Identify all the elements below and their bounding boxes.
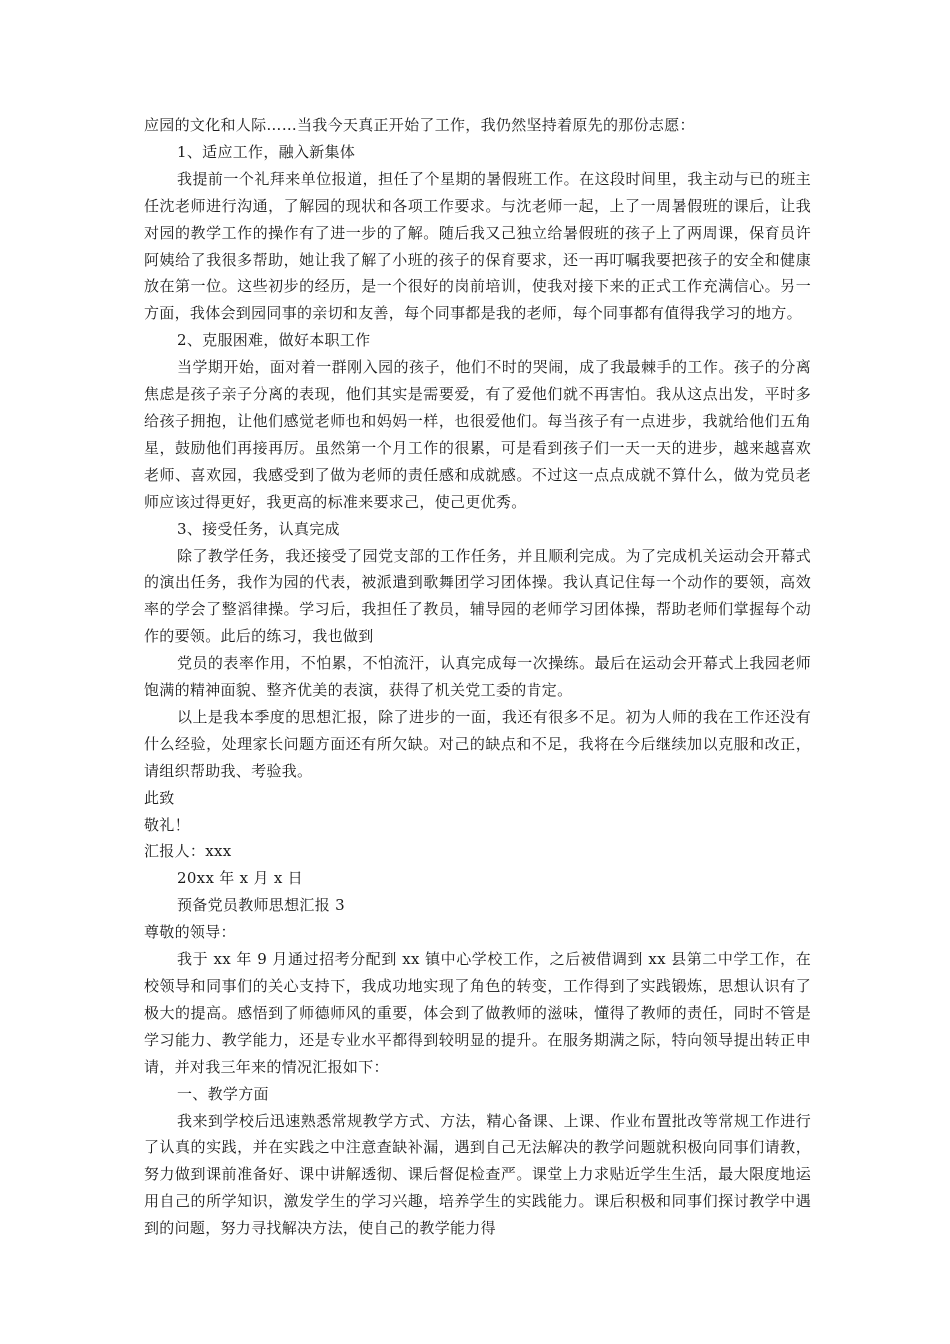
section-heading-2: 2、克服困难，做好本职工作	[177, 331, 371, 350]
paragraph-introduction-2: 我于 xx 年 9 月通过招考分配到 xx 镇中心学校工作，之后被借调到 xx 县第二中学工作，在校领导和同事们的关心支持下，我成功地实现了角色的转变，工作得到了实践锻炼，思想认识有了极大的提高。感悟到了师德师风的重要，体会到了做教师的滋味，懂得了教师的责任，同时不管是学习能力、教学能力，还是专业水平都得到较明显的提升。在服务期满之际，特向领导提出转正申请，并对我三年来的情况汇报如下：	[144, 950, 811, 1076]
paragraph-adapt-work: 我提前一个礼拜来单位报道，担任了个星期的暑假班工作。在这段时间里，我主动与已的班主任沈老师进行沟通，了解园的现状和各项工作要求。与沈老师一起，上了一周暑假班的课后，让我对园的教学工作的操作有了进一步的了解。随后我又己独立给暑假班的孩子上了两周课，保育员许阿姨给了我很多帮助，她让我了解了小班的孩子的保育要求，还一再叮嘱我要把孩子的安全和健康放在第一位。这些初步的经历，是一个很好的岗前培训，使我对接下来的正式工作充满信心。另一方面，我体会到园同事的亲切和友善，每个同事都是我的老师，每个同事都有值得我学习的地方。	[144, 169, 811, 323]
report-date: 20xx 年 x 月 x 日	[177, 869, 303, 888]
paragraph-party-member-role: 党员的表率作用，不怕累，不怕流汗，认真完成每一次操练。最后在运动会开幕式上我园老师饱满的精神面貌、整齐优美的表演，获得了机关党工委的肯定。	[144, 654, 811, 700]
paragraph-accept-task: 除了教学任务，我还接受了园党支部的工作任务，并且顺利完成。为了完成机关运动会开幕式的演出任务，我作为园的代表，被派遣到歌舞团学习团体操。我认真记住每一个动作的要领，高效率的学会了整滔律操。学习后，我担任了教员，辅导园的老师学习团体操，帮助老师们掌握每个动作的要领。此后的练习，我也做到	[144, 546, 811, 646]
report-title: 预备党员教师思想汇报 3	[177, 896, 345, 915]
closing-regards: 敬礼！	[144, 815, 190, 834]
section-heading-1: 1、适应工作，融入新集体	[177, 142, 356, 161]
section-heading-teaching: 一、教学方面	[177, 1084, 269, 1103]
greeting: 尊敬的领导：	[144, 923, 236, 942]
reporter-signature: 汇报人：xxx	[144, 842, 232, 861]
document-page	[144, 112, 811, 1242]
paragraph-summary: 以上是我本季度的思想汇报，除了进步的一面，我还有很多不足。初为人师的我在工作还没有什么经验，处理家长问题方面还有所欠缺。对己的缺点和不足，我将在今后继续加以克服和改正，请组织帮助我、考验我。	[144, 707, 811, 780]
closing-salutation: 此致	[144, 788, 175, 807]
paragraph-teaching: 我来到学校后迅速熟悉常规教学方式、方法，精心备课、上课、作业布置批改等常规工作进行了认真的实践，并在实践之中注意查缺补漏，遇到自己无法解决的教学问题就积极向同事们请教，努力做到课前准备好、课中讲解透彻、课后督促检查严。课堂上力求贴近学生生活，最大限度地运用自己的所学知识，激发学生的学习兴趣，培养学生的实践能力。课后积极和同事们探讨教学中遇到的问题，努力寻找解决方法，使自己的教学能力得	[144, 1111, 811, 1238]
paragraph-overcome-difficulty: 当学期开始，面对着一群刚入园的孩子，他们不时的哭闹，成了我最棘手的工作。孩子的分离焦虑是孩子亲子分离的表现，他们其实是需要爱，有了爱他们就不再害怕。我从这点出发，平时多给孩子拥抱，让他们感觉老师也和妈妈一样，也很爱他们。每当孩子有一点进步，我就给他们五角星，鼓励他们再接再厉。虽然第一个月工作的很累，可是看到孩子们一天一天的进步，越来越喜欢老师、喜欢园，我感受到了做为老师的责任感和成就感。不过这一点点成就不算什么，做为党员老师应该过得更好，我更高的标准来要求己，使己更优秀。	[144, 358, 811, 511]
section-heading-3: 3、接受任务，认真完成	[177, 519, 340, 538]
paragraph-intro: 应园的文化和人际……当我今天真正开始了工作，我仍然坚持着原先的那份志愿：	[144, 116, 695, 134]
